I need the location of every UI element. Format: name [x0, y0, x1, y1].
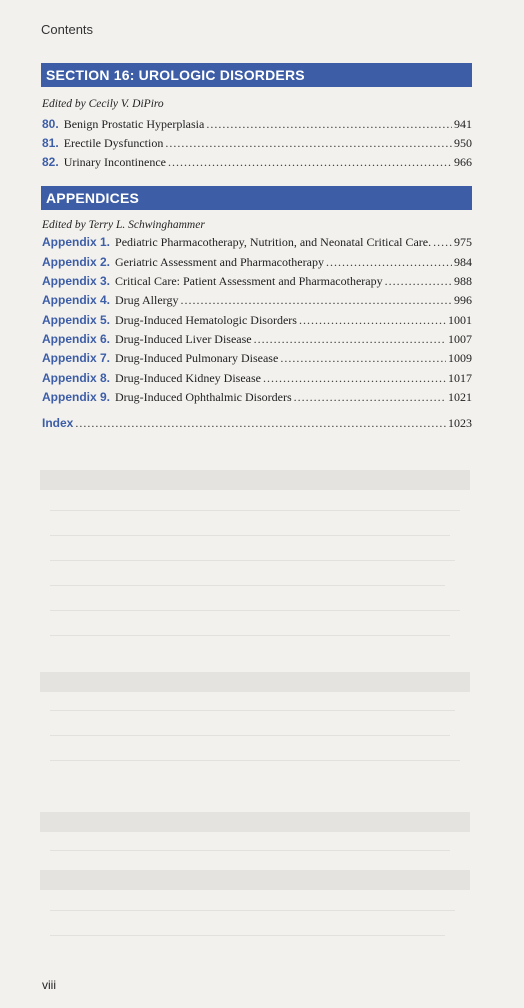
dot-leader: [299, 313, 446, 328]
chapter-title: Erectile Dysfunction: [63, 136, 164, 150]
appendix-number: Appendix 3.: [42, 274, 111, 288]
chapter-number: 82.: [42, 155, 59, 169]
dot-leader: [280, 351, 446, 366]
toc-entry-index[interactable]: [42, 416, 472, 434]
appendix-number: Appendix 5.: [42, 313, 111, 327]
page-number: 1017: [448, 371, 472, 385]
chapter-title: Benign Prostatic Hyperplasia: [63, 117, 205, 131]
running-head: Contents: [41, 22, 94, 37]
toc-entry[interactable]: [42, 117, 472, 135]
toc-entry[interactable]: [42, 351, 472, 369]
page-number: 996: [454, 293, 472, 307]
appendix-number: Appendix 4.: [42, 293, 111, 307]
dot-leader: [263, 371, 446, 386]
page-number: 988: [454, 274, 472, 288]
page-number: 950: [454, 136, 472, 150]
dot-leader: [75, 416, 446, 431]
dot-leader: [180, 293, 452, 308]
toc-entry[interactable]: [42, 235, 472, 253]
toc-entry[interactable]: [42, 136, 472, 154]
toc-entry[interactable]: [42, 155, 472, 173]
appendix-title: Drug Allergy: [115, 293, 179, 307]
appendix-title: Critical Care: Patient Assessment and Pharmacotherapy: [115, 274, 383, 288]
appendices-banner: APPENDICES: [41, 186, 472, 210]
bleed-through: [40, 440, 480, 960]
page-number: 984: [454, 255, 472, 269]
section-16-banner: SECTION 16: UROLOGIC DISORDERS: [41, 63, 472, 87]
section-16-editor: Edited by Cecily V. DiPiro: [42, 98, 164, 110]
appendix-number: Appendix 7.: [42, 351, 111, 365]
page-number: 1023: [448, 416, 472, 430]
dot-leader: [433, 235, 452, 250]
toc-entry[interactable]: [42, 274, 472, 292]
appendices-editor: Edited by Terry L. Schwinghammer: [42, 219, 205, 231]
appendix-title: Drug-Induced Kidney Disease: [115, 371, 261, 385]
dot-leader: [168, 155, 452, 170]
dot-leader: [206, 117, 452, 132]
dot-leader: [165, 136, 452, 151]
toc-entry[interactable]: [42, 390, 472, 408]
dot-leader: [385, 274, 452, 289]
appendix-number: Appendix 1.: [42, 235, 111, 249]
appendix-number: Appendix 6.: [42, 332, 111, 346]
toc-entry[interactable]: [42, 332, 472, 350]
appendix-title: Pediatric Pharmacotherapy, Nutrition, and Neonatal Critical Care.: [115, 235, 432, 249]
toc-entry[interactable]: [42, 255, 472, 273]
appendix-number: Appendix 9.: [42, 390, 111, 404]
page-folio: viii: [42, 978, 56, 992]
appendix-title: Drug-Induced Hematologic Disorders: [115, 313, 297, 327]
appendix-title: Geriatric Assessment and Pharmacotherapy: [115, 255, 324, 269]
page-number: 1009: [448, 351, 472, 365]
toc-entry[interactable]: [42, 371, 472, 389]
toc-entry[interactable]: [42, 293, 472, 311]
dot-leader: [254, 332, 446, 347]
dot-leader: [326, 255, 452, 270]
page-number: 975: [454, 235, 472, 249]
chapter-title: Urinary Incontinence: [63, 155, 166, 169]
appendix-number: Appendix 2.: [42, 255, 111, 269]
toc-entry[interactable]: [42, 313, 472, 331]
page-number: 1001: [448, 313, 472, 327]
appendix-title: Drug-Induced Pulmonary Disease: [115, 351, 279, 365]
index-label: Index: [42, 416, 74, 430]
chapter-number: 80.: [42, 117, 59, 131]
appendix-title: Drug-Induced Liver Disease: [115, 332, 252, 346]
page-number: 941: [454, 117, 472, 131]
dot-leader: [294, 390, 446, 405]
chapter-number: 81.: [42, 136, 59, 150]
appendix-title: Drug-Induced Ophthalmic Disorders: [115, 390, 292, 404]
page-number: 1007: [448, 332, 472, 346]
page-number: 966: [454, 155, 472, 169]
appendix-number: Appendix 8.: [42, 371, 111, 385]
page-number: 1021: [448, 390, 472, 404]
